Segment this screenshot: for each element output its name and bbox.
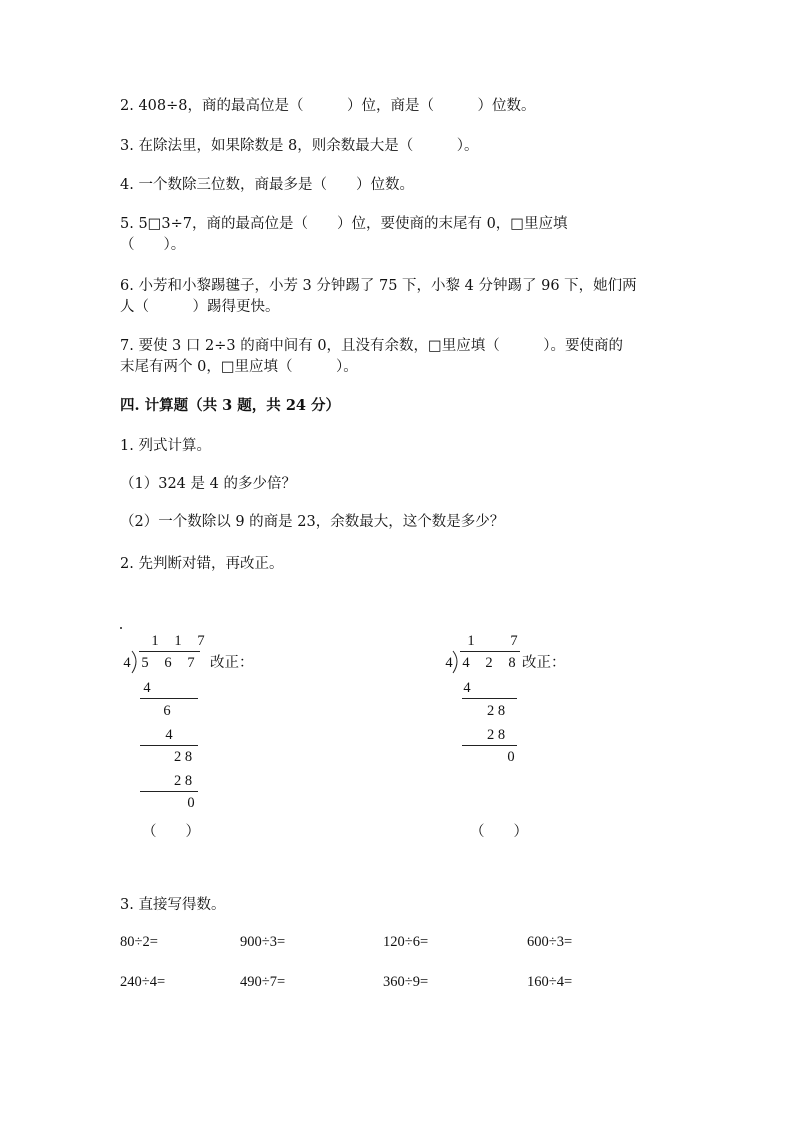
oral-calc-item: 240÷4= (120, 974, 166, 990)
step-value: 2 8 (486, 727, 506, 743)
question-5-line1: 5. 5□3÷7，商的最高位是（ ）位，要使商的末尾有 0，□里应填 (120, 216, 568, 232)
step-value: 4 (165, 727, 173, 743)
oral-calc-item: 80÷2= (120, 934, 158, 950)
divisor: 4 (123, 655, 131, 671)
dividend-digit: 5 (141, 655, 149, 671)
calc-q1-item: （1）324 是 4 的多少倍？ (120, 476, 296, 492)
correction-label: 改正： (522, 655, 566, 671)
question-6-line1: 6. 小芳和小黎踢毽子，小芳 3 分钟踢了 75 下，小黎 4 分钟踢了 96 下，她们两 (120, 278, 637, 294)
dividend-digit: 2 (485, 655, 493, 671)
question-7-line1: 7. 要使 3 口 2÷3 的商中间有 0，且没有余数，□里应填（ ）。要使商的 (120, 338, 623, 354)
dividend-digit: 6 (164, 655, 172, 671)
question-7-line2: 末尾有两个 0，□里应填（ ）。 (120, 359, 358, 375)
oral-calc-item: 360÷9= (383, 974, 429, 990)
calc-q1-item: （2）一个数除以 9 的商是 23，余数最大，这个数是多少？ (120, 514, 505, 530)
divisor: 4 (445, 655, 453, 671)
judge-blank: （ ） (142, 824, 200, 840)
step-value: 2 8 (173, 749, 193, 765)
dividend-digit: 7 (187, 655, 195, 671)
question-5-line2: （ ）。 (120, 237, 186, 253)
oral-calc-item: 600÷3= (527, 934, 573, 950)
calc-q2-title: 2. 先判断对错，再改正。 (120, 556, 284, 572)
oral-calc-item: 490÷7= (240, 974, 286, 990)
step-value: 6 (163, 703, 171, 719)
stray-dot (120, 627, 122, 629)
question-3: 3. 在除法里，如果除数是 8，则余数最大是（ ）。 (120, 138, 479, 154)
section-title: 四. 计算题（共 3 题，共 24 分） (120, 397, 341, 414)
quotient-digit: 1 (151, 633, 159, 649)
correction-label: 改正： (210, 655, 254, 671)
step-value: 2 8 (173, 773, 193, 789)
quotient-digit: 1 (467, 633, 475, 649)
quotient-digit: 7 (510, 633, 518, 649)
long-division-1 (120, 630, 280, 850)
quotient-digit: 7 (197, 633, 205, 649)
question-2: 2. 408÷8，商的最高位是（ ）位，商是（ ）位数。 (120, 98, 536, 114)
step-value: 2 8 (486, 703, 506, 719)
long-division-2 (442, 630, 612, 850)
question-4: 4. 一个数除三位数，商最多是（ ）位数。 (120, 177, 414, 193)
calc-q3-title: 3. 直接写得数。 (120, 897, 226, 913)
oral-calc-item: 120÷6= (383, 934, 429, 950)
step-value: 4 (143, 680, 151, 696)
step-value: 4 (463, 680, 471, 696)
dividend-digit: 8 (508, 655, 516, 671)
judge-blank: （ ） (470, 824, 528, 840)
quotient-digit: 1 (174, 633, 182, 649)
oral-calc-item: 900÷3= (240, 934, 286, 950)
step-value: 0 (187, 795, 195, 811)
dividend-digit: 4 (462, 655, 470, 671)
step-value: 0 (507, 749, 515, 765)
calc-q1-title: 1. 列式计算。 (120, 438, 211, 454)
question-6-line2: 人（ ）踢得更快。 (120, 299, 280, 315)
oral-calc-item: 160÷4= (527, 974, 573, 990)
